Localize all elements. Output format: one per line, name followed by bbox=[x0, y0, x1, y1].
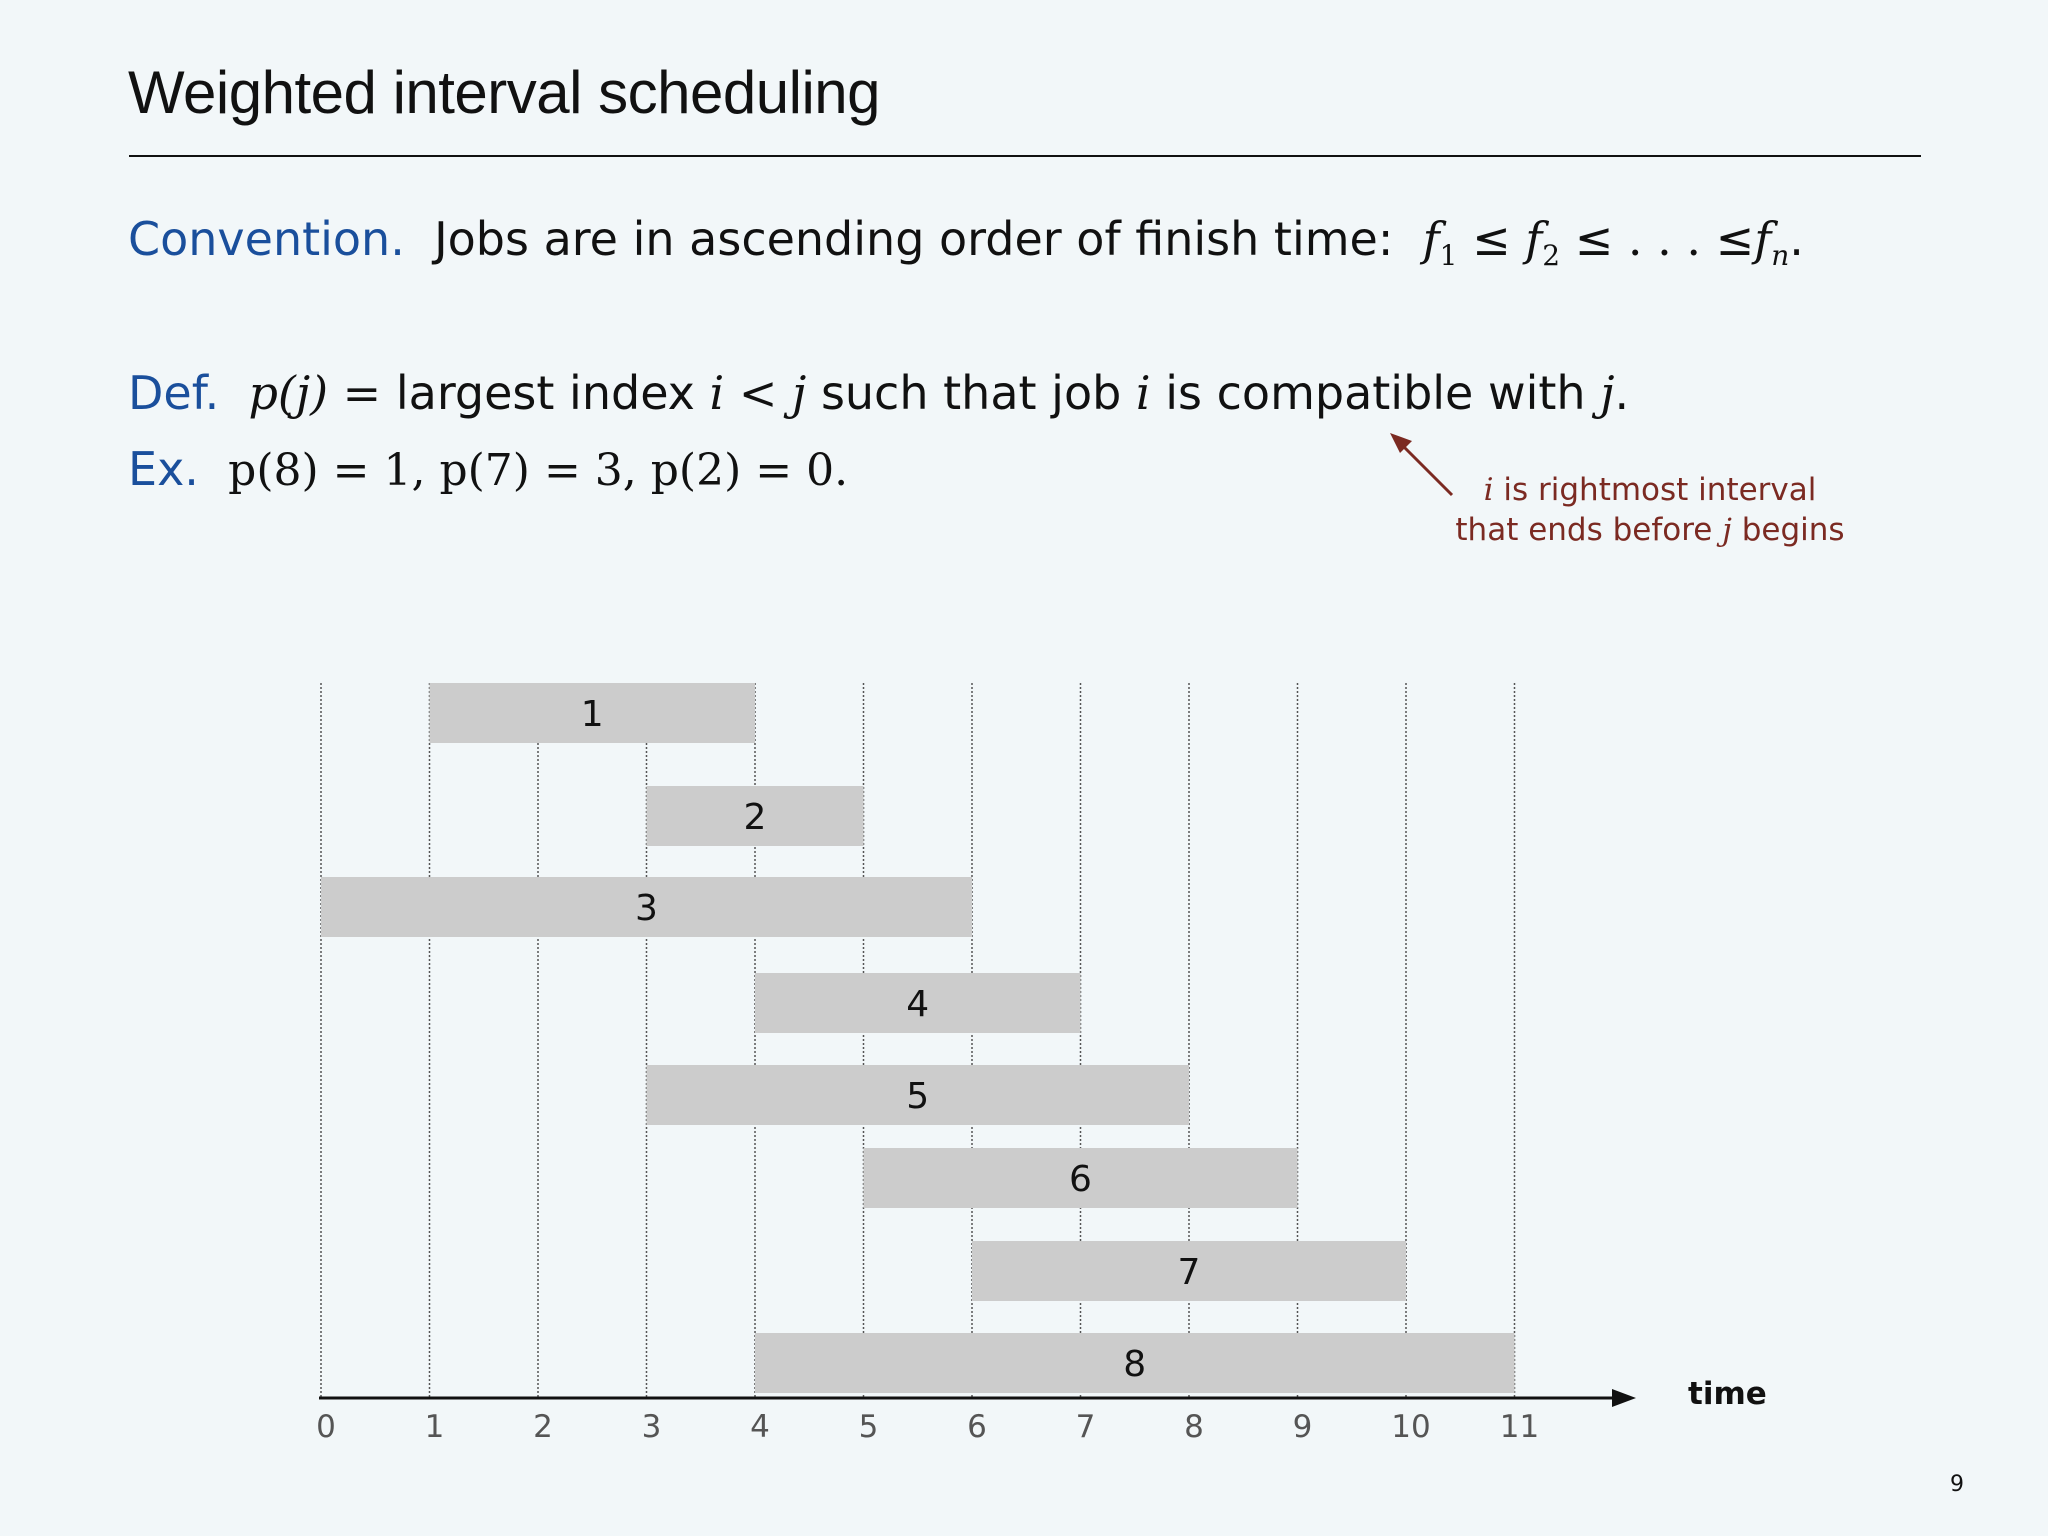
convention-text: Jobs are in ascending order of finish time: bbox=[434, 212, 1394, 266]
var-j-2: j bbox=[1600, 366, 1615, 420]
definition-text-2: such that job bbox=[820, 366, 1122, 420]
definition-label: Def. bbox=[128, 366, 220, 420]
subscript-1: 1 bbox=[1439, 239, 1458, 273]
tick-label-7: 7 bbox=[1075, 1409, 1096, 1445]
page-number: 9 bbox=[1950, 1472, 1964, 1497]
less-than: < bbox=[724, 366, 793, 420]
tick-label-9: 9 bbox=[1292, 1409, 1313, 1445]
tick-label-11: 11 bbox=[1499, 1409, 1540, 1445]
convention-period: . bbox=[1789, 212, 1804, 266]
definition-text-3: is compatible with bbox=[1165, 366, 1586, 420]
job-label-2: 2 bbox=[743, 797, 767, 838]
job-label-8: 8 bbox=[1123, 1344, 1147, 1385]
tick-label-10: 10 bbox=[1391, 1409, 1431, 1445]
x-axis-label: time bbox=[1688, 1376, 1767, 1412]
job-label-4: 4 bbox=[906, 984, 930, 1025]
ellipsis: . . . bbox=[1627, 212, 1702, 266]
annotation-text-1: is rightmost interval bbox=[1503, 472, 1817, 508]
equals-sign: = bbox=[328, 366, 396, 420]
job-label-5: 5 bbox=[906, 1076, 930, 1117]
annotation-arrow bbox=[1390, 433, 1452, 495]
slide-title: Weighted interval scheduling bbox=[128, 59, 881, 126]
example-label: Ex. bbox=[128, 442, 199, 496]
tick-label-8: 8 bbox=[1184, 1409, 1204, 1445]
tick-label-6: 6 bbox=[967, 1409, 987, 1445]
var-j: j bbox=[792, 366, 807, 420]
time-axis-arrowhead bbox=[1612, 1389, 1636, 1407]
tick-label-1: 1 bbox=[424, 1409, 445, 1445]
f-symbol-n: f bbox=[1754, 212, 1772, 266]
p-of-j: p(j) bbox=[248, 366, 329, 420]
le-symbol-3: ≤ bbox=[1715, 212, 1755, 266]
var-i-2: i bbox=[1135, 366, 1151, 420]
annotation-var-j: j bbox=[1722, 512, 1732, 548]
job-label-1: 1 bbox=[580, 694, 604, 735]
annotation-text-2: that ends before bbox=[1455, 512, 1713, 548]
job-label-6: 6 bbox=[1069, 1159, 1092, 1200]
le-symbol-2: ≤ bbox=[1574, 212, 1614, 266]
subscript-2: 2 bbox=[1542, 239, 1561, 273]
tick-label-0: 0 bbox=[316, 1409, 336, 1445]
tick-label-2: 2 bbox=[533, 1409, 553, 1445]
tick-label-5: 5 bbox=[858, 1409, 879, 1445]
f-symbol-2: f bbox=[1525, 212, 1543, 266]
f-symbol-1: f bbox=[1422, 212, 1440, 266]
job-label-7: 7 bbox=[1177, 1252, 1201, 1293]
tick-label-3: 3 bbox=[641, 1409, 662, 1445]
annotation-var-i: i bbox=[1483, 472, 1494, 508]
example-expression: p(8) = 1, p(7) = 3, p(2) = 0. bbox=[228, 445, 849, 496]
job-label-3: 3 bbox=[635, 888, 658, 929]
le-symbol-1: ≤ bbox=[1472, 212, 1511, 266]
convention-label: Convention. bbox=[128, 212, 405, 266]
tick-label-4: 4 bbox=[750, 1409, 770, 1445]
definition-text-1: largest index bbox=[395, 366, 695, 420]
subscript-n: n bbox=[1771, 239, 1790, 273]
var-i: i bbox=[709, 366, 725, 420]
annotation-text-3: begins bbox=[1741, 512, 1845, 548]
definition-period: . bbox=[1614, 366, 1630, 420]
